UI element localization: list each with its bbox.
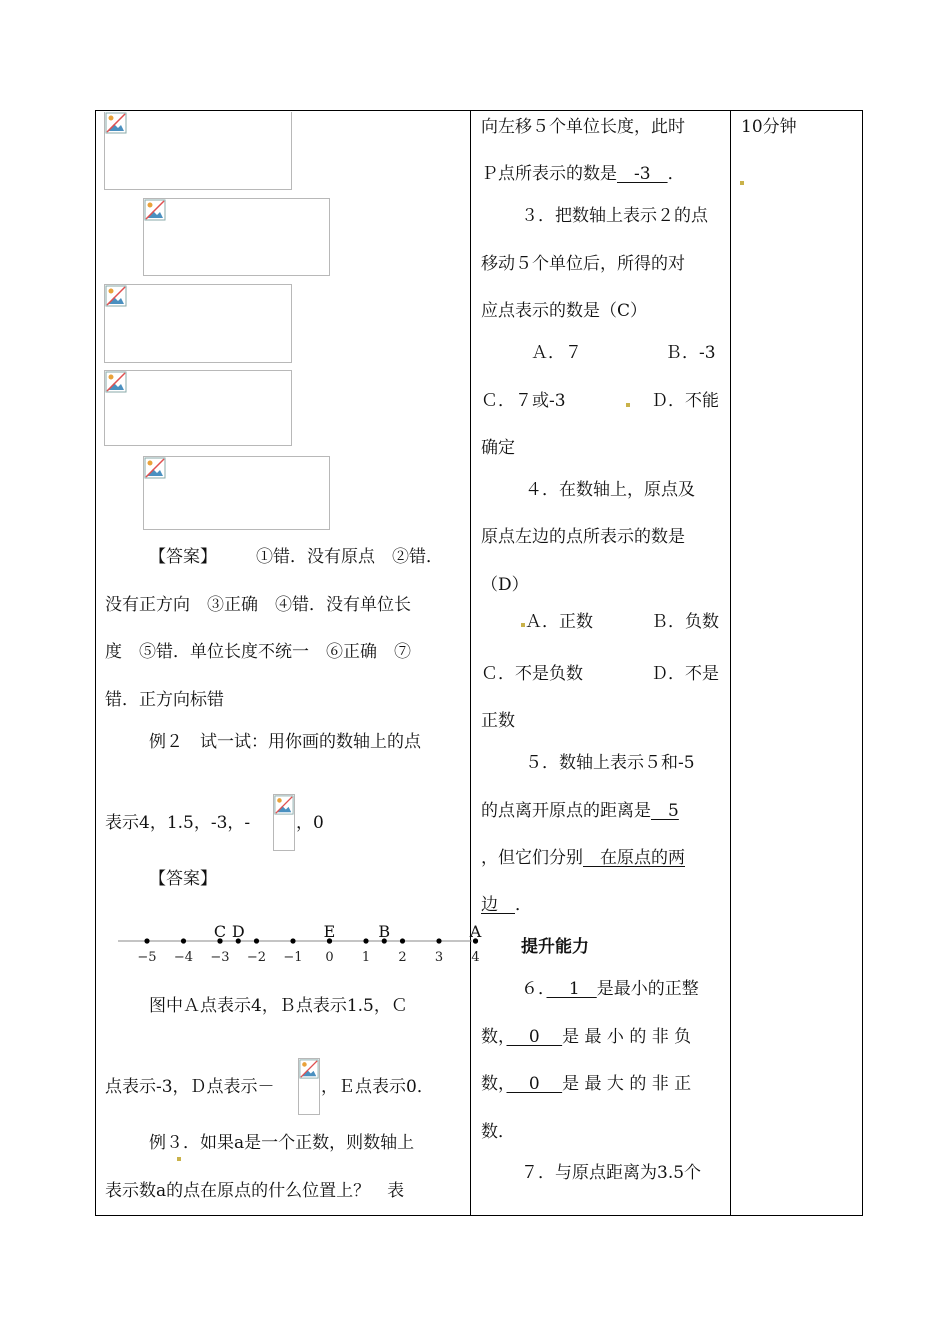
q4-option-a: Ａ．正数 bbox=[525, 612, 593, 632]
example-3-text: 表示数a的点在原点的什么位置上？ 表 bbox=[105, 1181, 405, 1201]
q4-option-d: 正数 bbox=[481, 711, 515, 731]
marker-dot bbox=[177, 1157, 181, 1161]
q2-text: Ｐ点所表示的数是 -3 ． bbox=[481, 164, 685, 184]
q3-text: 应点表示的数是（C） bbox=[481, 301, 648, 321]
tick-dot bbox=[144, 938, 149, 943]
q6-answer-blank: 1 bbox=[546, 979, 597, 999]
q3-text: 移动５个单位后，所得的对 bbox=[481, 254, 685, 274]
q5-answer-blank: 边 bbox=[481, 895, 515, 915]
image-placeholder bbox=[104, 112, 292, 190]
q3-option-d: 确定 bbox=[481, 438, 515, 458]
image-placeholder bbox=[143, 456, 330, 530]
answer-text: 没有正方向 ③正确 ④错．没有单位长 bbox=[105, 595, 411, 615]
q4-option-d: Ｄ．不是 bbox=[651, 664, 719, 684]
q4-text: ４．在数轴上，原点及 bbox=[525, 480, 695, 500]
point-label: A bbox=[469, 922, 482, 941]
q4-option-b: Ｂ．负数 bbox=[651, 612, 719, 632]
image-placeholder bbox=[104, 284, 292, 363]
explain-text: 点表示-3，Ｄ点表示－ bbox=[105, 1077, 275, 1097]
example-2-text: 表示4，1.5，-3，- bbox=[105, 813, 251, 833]
section-heading: 提升能力 bbox=[521, 937, 589, 957]
q5-answer-blank: 5 bbox=[651, 801, 679, 821]
q6-answer-blank: 0 bbox=[506, 1074, 563, 1094]
q5-answer-blank: 在原点的两 bbox=[583, 848, 685, 868]
q3-option-d: Ｄ．不能 bbox=[651, 391, 719, 411]
q2-text: 向左移５个单位长度，此时 bbox=[481, 117, 685, 137]
point-label: E bbox=[323, 922, 336, 941]
q3-text: ３．把数轴上表示２的点 bbox=[521, 206, 708, 226]
q4-text: （D） bbox=[481, 575, 529, 595]
q5-text: ５．数轴上表示５和-5 bbox=[525, 753, 695, 773]
tick-dot bbox=[254, 938, 259, 943]
q6-text: 数， 0 是 最 小 的 非 负 bbox=[481, 1027, 692, 1047]
q5-text: 边 ． bbox=[481, 895, 532, 915]
q4-option-c: Ｃ．不是负数 bbox=[481, 664, 583, 684]
time-label: 10分钟 bbox=[741, 117, 797, 137]
broken-image-icon bbox=[105, 285, 127, 307]
q6-answer-blank: 0 bbox=[506, 1027, 563, 1047]
marker-dot bbox=[740, 181, 744, 185]
broken-image-icon bbox=[105, 112, 127, 134]
broken-image-icon bbox=[105, 371, 127, 393]
point-label: D bbox=[231, 922, 245, 941]
point-label: B bbox=[378, 922, 391, 941]
point-label: C bbox=[213, 922, 227, 941]
fraction-image-placeholder bbox=[273, 794, 295, 851]
broken-image-icon bbox=[299, 1059, 319, 1079]
q7-text: ７．与原点距离为3.5个 bbox=[521, 1163, 702, 1183]
marker-dot bbox=[626, 403, 630, 407]
q6-text: ６． 1 是最小的正整 bbox=[521, 979, 699, 999]
q6-text: 数． bbox=[481, 1122, 515, 1142]
tick-dot bbox=[436, 938, 441, 943]
example-3-title: 例３．如果a是一个正数，则数轴上 bbox=[149, 1133, 415, 1153]
q5-text: 的点离开原点的距离是 5 bbox=[481, 801, 679, 821]
tick-label: 1 bbox=[361, 950, 371, 965]
answer-tag: 【答案】 bbox=[149, 869, 217, 889]
tick-label: −2 bbox=[246, 950, 267, 965]
q5-text: ，但它们分别 在原点的两 bbox=[481, 848, 685, 868]
tick-label: −1 bbox=[283, 950, 303, 965]
number-line bbox=[110, 910, 482, 968]
q4-text: 原点左边的点所表示的数是 bbox=[481, 527, 685, 547]
tick-dot bbox=[400, 938, 405, 943]
explain-text: ，Ｅ点表示0． bbox=[321, 1077, 434, 1097]
image-placeholder bbox=[143, 198, 330, 276]
explain-text: 图中Ａ点表示4，Ｂ点表示1.5，Ｃ bbox=[149, 996, 408, 1016]
fraction-image-placeholder bbox=[298, 1058, 320, 1115]
q3-option-c: Ｃ．７或-3 bbox=[481, 391, 566, 411]
q3-option-b: Ｂ．-3 bbox=[665, 343, 716, 363]
example-2-text: ，0 bbox=[296, 813, 324, 833]
tick-dot bbox=[290, 938, 295, 943]
answer-text: ①错．没有原点 ②错． bbox=[256, 547, 443, 567]
broken-image-icon bbox=[144, 199, 166, 221]
tick-label: 2 bbox=[398, 950, 407, 965]
tick-dot bbox=[181, 938, 186, 943]
tick-label: −5 bbox=[137, 950, 157, 965]
q6-text: 数， 0 是 最 大 的 非 正 bbox=[481, 1074, 692, 1094]
answer-text: 度 ⑤错．单位长度不统一 ⑥正确 ⑦ bbox=[105, 642, 411, 662]
tick-label: 0 bbox=[325, 950, 334, 965]
tick-label: 4 bbox=[471, 950, 480, 965]
q3-option-a: Ａ．７ bbox=[531, 343, 582, 363]
answer-tag: 【答案】 bbox=[149, 547, 217, 567]
image-placeholder bbox=[104, 370, 292, 446]
tick-label: −4 bbox=[173, 950, 194, 965]
column-divider bbox=[730, 111, 731, 1215]
broken-image-icon bbox=[274, 795, 294, 815]
q2-answer-blank: -3 bbox=[617, 164, 668, 184]
tick-dot bbox=[363, 938, 368, 943]
example-2-title: 例２ 试一试：用你画的数轴上的点 bbox=[149, 732, 421, 752]
tick-label: 3 bbox=[434, 950, 444, 965]
tick-label: −3 bbox=[210, 950, 230, 965]
broken-image-icon bbox=[144, 457, 166, 479]
column-divider bbox=[470, 111, 471, 1215]
answer-text: 错．正方向标错 bbox=[105, 690, 224, 710]
